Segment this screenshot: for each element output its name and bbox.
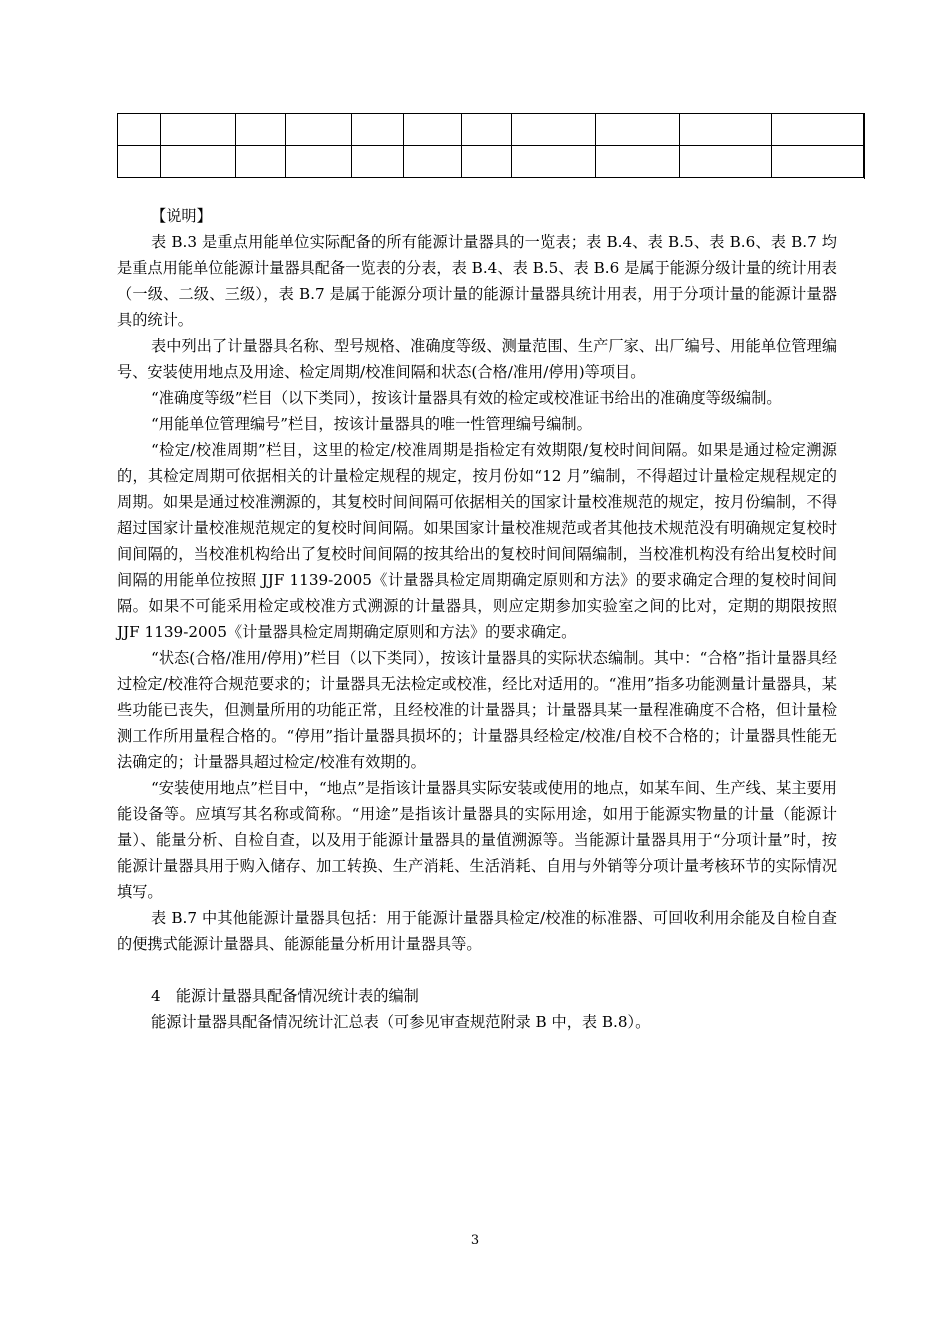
note-paragraph: “安装使用地点”栏目中，“地点”是指该计量器具实际安装或使用的地点，如某车间、生产线、某主要用能设备等。应填写其名称或简称。“用途”是指该计量器具的实际用途，如用于能源实物量的计量（能源计量）、能量分析、自检自查，以及用于能源计量器具的量值溯源等。当能源计量器具用于“分项计量”时，按能源计量器具用于购入储存、加工转换、生产消耗、生活消耗、自用与外销等分项计量考核环节的实际情况填写。 (117, 779, 837, 901)
table-cell (352, 146, 404, 178)
note-paragraph: 表 B.3 是重点用能单位实际配备的所有能源计量器具的一览表；表 B.4、表 B.5、表 B.6、表 B.7 均是重点用能单位能源计量器具配备一览表的分表，表 B.4、表 B.5、表 B.6 是属于能源分级计量的统计用表（一级、二级、三级），表 B.7 是属于能源分项计量的能源计量器具统计用表，用于分项计量的能源计量器具的统计。 (117, 233, 837, 329)
note-paragraph: “检定/校准周期”栏目，这里的检定/校准周期是指检定有效期限/复校时间间隔。如果是通过检定溯源的，其检定周期可依据相关的计量检定规程的规定，按月份如“12 月”编制，不得超过计量检定规程规定的周期。如果是通过校准溯源的，其复校时间间隔可依据相关的国家计量校准规范的规定，按月份编制，不得超过国家计量校准规范规定的复校时间间隔。如果国家计量校准规范或者其他技术规范没有明确规定复校时间间隔的，当校准机构给出了复校时间间隔的按其给出的复校时间间隔编制，当校准机构没有给出复校时间间隔的用能单位按照 JJF 1139-2005《计量器具检定周期确定原则和方法》的要求确定合理的复校时间间隔。如果不可能采用检定或校准方式溯源的计量器具，则应定期参加实验室之间的比对，定期的期限按照 JJF 1139-2005《计量器具检定周期确定原则和方法》的要求确定。 (117, 441, 837, 641)
table-cell (512, 146, 596, 178)
section-heading: 4 能源计量器具配备情况统计表的编制 (151, 987, 419, 1005)
page-number: 3 (470, 1233, 480, 1248)
table-row (118, 114, 864, 146)
note-paragraph: “准确度等级”栏目（以下类同），按该计量器具有效的检定或校准证书给出的准确度等级编制。 (151, 389, 782, 407)
table-cell (680, 114, 772, 146)
table-cell (680, 146, 772, 178)
table-cell (286, 114, 352, 146)
table-cell (352, 114, 404, 146)
table-cell (161, 114, 236, 146)
table-cell (462, 114, 512, 146)
table-cell (404, 114, 462, 146)
table-cell (161, 146, 236, 178)
table-cell (236, 114, 286, 146)
spacer (117, 957, 837, 983)
table-double-border (864, 113, 865, 179)
table-cell (118, 146, 161, 178)
equipment-table-continuation (117, 113, 864, 178)
table-row (118, 146, 864, 178)
table-cell (286, 146, 352, 178)
table-cell (596, 114, 680, 146)
note-paragraph: “用能单位管理编号”栏目，按该计量器具的唯一性管理编号编制。 (151, 415, 592, 433)
table-cell (462, 146, 512, 178)
note-paragraph: 表中列出了计量器具名称、型号规格、准确度等级、测量范围、生产厂家、出厂编号、用能单位管理编号、安装使用地点及用途、检定周期/校准间隔和状态(合格/准用/停用)等项目。 (117, 337, 837, 381)
table-cell (404, 146, 462, 178)
table-cell (118, 114, 161, 146)
table-cell (512, 114, 596, 146)
table-cell (772, 114, 864, 146)
table-cell (772, 146, 864, 178)
note-paragraph: 表 B.7 中其他能源计量器具包括：用于能源计量器具检定/校准的标准器、可回收利用余能及自检自查的便携式能源计量器具、能源能量分析用计量器具等。 (117, 909, 837, 953)
note-heading: 【说明】 (151, 207, 212, 225)
document-body (117, 203, 837, 1035)
note-paragraph: “状态(合格/准用/停用)”栏目（以下类同），按该计量器具的实际状态编制。其中：“合格”指计量器具经过检定/校准符合规范要求的；计量器具无法检定或校准，经比对适用的。“准用”指多功能测量计量器具，某些功能已丧失，但测量所用的功能正常，且经校准的计量器具；计量器具某一量程准确度不合格，但计量检测工作所用量程合格的。“停用”指计量器具损坏的；计量器具经检定/校准/自校不合格的；计量器具性能无法确定的；计量器具超过检定/校准有效期的。 (117, 649, 837, 771)
table-cell (236, 146, 286, 178)
section-paragraph: 能源计量器具配备情况统计汇总表（可参见审查规范附录 B 中，表 B.8）。 (151, 1013, 651, 1031)
table-cell (596, 146, 680, 178)
